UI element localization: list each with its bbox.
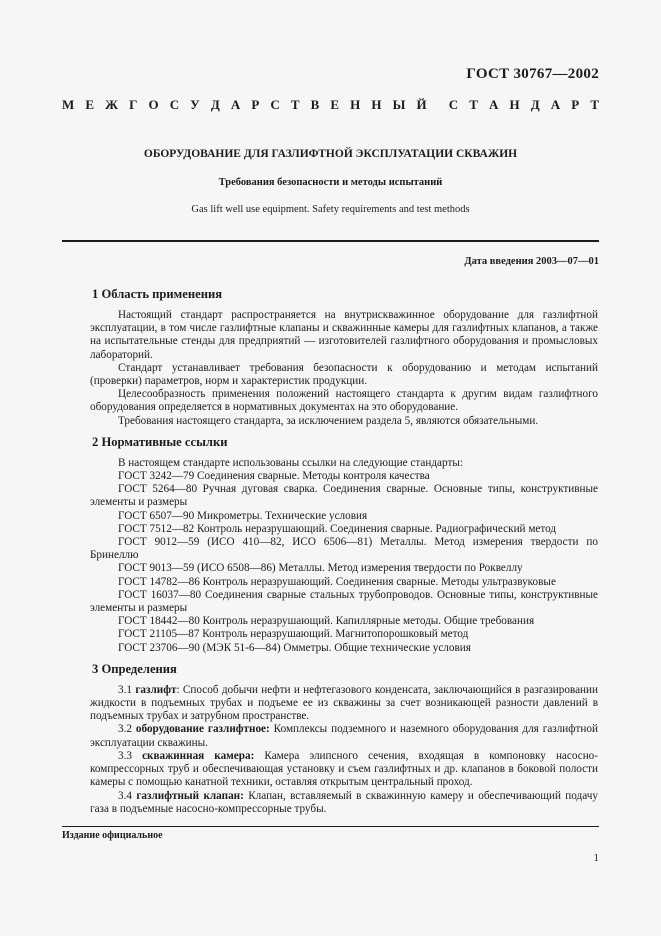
banner-letter: Й [416,97,427,112]
banner-letter: Д [530,97,540,112]
section-1-paragraph: Стандарт устанавливает требования безопасности к оборудованию и методам испытаний (проверки) параметров, норм и характеристик продукции. [90,361,598,388]
section-1-paragraph: Настоящий стандарт распространяется на внутрискважинное оборудование для газлифтной эксплуатации, в том числе газлифтные клапаны и скважинные камеры для газлифтных клапанов, а также на испытательные стенды для предприятий — изготовителей газлифтного оборудования и промысловых лабораторий. [90,309,598,361]
normative-references-list [90,470,598,655]
banner-letter: Е [330,97,340,112]
section-2-intro: В настоящем стандарте использованы ссылки на следующие стандарты: [118,456,463,469]
introduction-date: Дата введения 2003—07—01 [464,256,599,267]
banner-letter: Р [251,97,260,112]
banner-letter: Ж [105,97,118,112]
reference-item: ГОСТ 14782—86 Контроль неразрушающий. Соединения сварные. Методы ультразвуковые [118,575,556,588]
banner-letter: Е [85,97,95,112]
reference-item: ГОСТ 7512—82 Контроль неразрушающий. Соединения сварные. Радиографический метод [118,522,557,535]
banner-letter: М [62,97,75,112]
definition-number: 3.4 [118,789,132,802]
banner-letter: Т [290,97,300,112]
official-edition-label: Издание официальное [62,830,163,841]
reference-item: ГОСТ 3242—79 Соединения сварные. Методы контроля качества [118,470,430,483]
definition-item [90,790,598,816]
reference-item: ГОСТ 18442—80 Контроль неразрушающий. Капиллярные методы. Общие требования [118,615,535,628]
section-1-heading: 1 Область применения [92,287,223,301]
banner-letter: А [550,97,561,112]
banner-letter: С [169,97,180,112]
banner-letter: Ы [392,97,406,112]
banner-letter: Н [509,97,520,112]
banner-letter: Т [590,97,599,112]
reference-item: ГОСТ 9013—59 (ИСО 6508—86) Металлы. Метод измерения твердости по Роквеллу [118,562,523,575]
definition-term: оборудование газлифтное: [135,723,270,736]
footer-rule [62,826,599,827]
banner-letter: А [230,97,241,112]
document-title: ОБОРУДОВАНИЕ ДЛЯ ГАЗЛИФТНОЙ ЭКСПЛУАТАЦИИ СКВАЖИН [143,148,518,160]
header-rule [62,240,599,242]
definition-item [90,750,598,790]
reference-item: ГОСТ 21105—87 Контроль неразрушающий. Магнитопорошковый метод [118,628,469,641]
definition-number: 3.3 [118,749,132,762]
definition-text: Клапан, вставляемый в скважинную камеру и обеспечивающий подачу газа в подъемные насосно-компрессорные трубы. [90,789,598,815]
banner-letter: Д [210,97,220,112]
definition-item [90,723,598,749]
definition-term: скважинная камера: [142,749,255,762]
reference-item: ГОСТ 16037—80 Соединения сварные стальных трубопроводов. Основные типы, конструктивные элементы и размеры [90,588,598,615]
banner-letter: С [270,97,280,112]
banner-letter: У [190,97,200,112]
section-1-paragraph: Целесообразность применения положений настоящего стандарта к другим видам газлифтного оборудования определяется в нормативных документах на это оборудование. [90,388,598,414]
definition-term: газлифтный клапан: [136,789,244,802]
banner-letter: С [448,97,459,112]
banner-letter: Г [129,97,138,112]
banner-letter: О [148,97,159,112]
reference-item: ГОСТ 6507—90 Микрометры. Технические условия [118,509,368,522]
page-number: 1 [593,852,599,864]
definition-number: 3.2 [118,723,132,736]
definition-text: Комплексы подземного и наземного оборудования для газлифтной эксплуатации скважины. [90,723,598,749]
reference-item: ГОСТ 9012—59 (ИСО 410—82, ИСО 6506—81) Металлы. Метод измерения твердости по Бринеллю [90,536,598,562]
banner-letter: А [489,97,499,112]
section-2-heading: 2 Нормативные ссылки [92,434,228,449]
banner-letter: Н [350,97,361,112]
reference-item: ГОСТ 23706—90 (МЭК 51-6—84) Омметры. Общие технические условия [118,641,471,654]
banner-letter: Н [371,97,382,112]
definition-text: : Способ добычи нефти и нефтегазового конденсата, заключающийся в разгазировании жидкости в подъемных трубах и подъеме ее из скважины за счет возникающей разности давлений в подъемных трубах и затрубном пространстве. [90,683,598,723]
definition-text: Камера элипсного сечения, входящая в компоновку насосно-компрессорных труб и обеспечивающая установку и съем газлифтных и др. клапанов в боковой полости камеры с помощью канатной техники, оставляя открытым центральный проход. [90,749,599,789]
section-1-paragraph: Требования настоящего стандарта, за исключением раздела 5, являются обязательными. [118,414,539,427]
section-3-heading: 3 Определения [92,661,177,676]
english-title: Gas lift well use equipment. Safety requirements and test methods [191,204,470,215]
definition-term: газлифт [135,683,177,696]
banner-letter: Т [469,97,478,112]
definition-item [90,684,598,724]
standard-code: ГОСТ 30767—2002 [466,66,599,82]
definition-number: 3.1 [118,683,132,696]
banner-letter: Р [571,97,580,112]
reference-item: ГОСТ 5264—80 Ручная дуговая сварка. Соединения сварные. Основные типы, конструктивные элементы и размеры [90,483,598,509]
document-subtitle: Требования безопасности и методы испытаний [218,177,443,188]
banner-letter: В [310,97,320,112]
document-body [90,286,598,816]
interstate-standard-banner [62,97,599,113]
